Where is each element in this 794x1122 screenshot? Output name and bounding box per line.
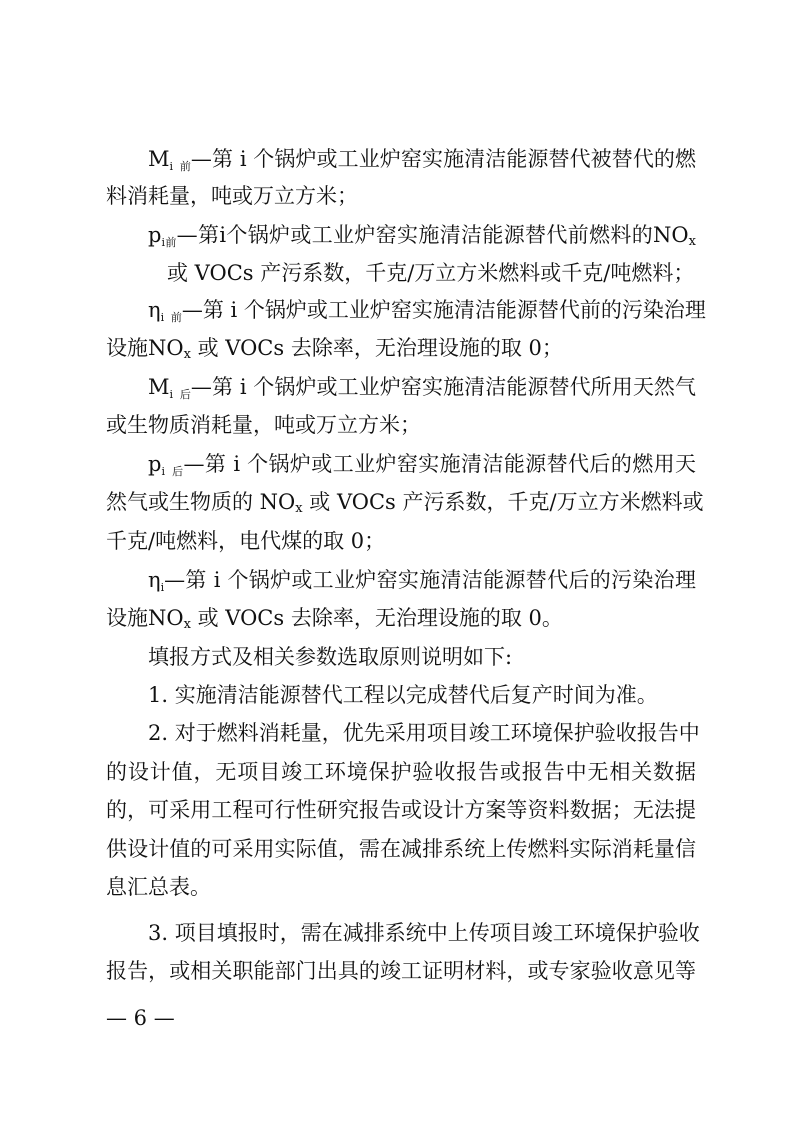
def-m-after-line1	[148, 372, 696, 402]
text-part: 或 VOCs 产污系数，千克/万立方米燃料或	[302, 490, 704, 514]
rule-2-line: 的设计值，无项目竣工环境保护验收报告或报告中无相关数据	[106, 760, 696, 784]
symbol-eta: η	[148, 298, 161, 322]
definition-text: —第 i 个锅炉或工业炉窑实施清洁能源替代前的污染治理	[181, 298, 706, 322]
page-number: — 6 —	[106, 1006, 175, 1030]
subscript-i: i	[160, 581, 165, 594]
def-p-after-line3: 千克/吨燃料，电代煤的取 0；	[106, 529, 386, 553]
subscript-before: 前	[179, 160, 191, 173]
subscript-i: i	[160, 311, 165, 324]
def-eta-before-line1	[148, 295, 706, 325]
def-m-before-line1	[148, 144, 696, 174]
subscript-i: i	[161, 465, 165, 478]
symbol-m: M	[148, 375, 170, 399]
symbol-p: p	[148, 452, 162, 476]
rule-2-line: 2. 对于燃料消耗量，优先采用项目竣工环境保护验收报告中	[148, 721, 700, 745]
subscript-before: 前	[164, 236, 177, 249]
def-eta-after-line2	[106, 603, 696, 633]
rule-2-line: 的，可采用工程可行性研究报告或设计方案等资料数据；无法提	[106, 798, 696, 822]
def-m-before-line2: 料消耗量，吨或万立方米；	[106, 184, 358, 208]
subscript-i: i	[169, 160, 174, 173]
subscript-i: i	[169, 388, 174, 401]
symbol-p: p	[148, 223, 162, 247]
subscript-before: 前	[170, 311, 182, 324]
def-eta-before-line2	[106, 333, 696, 363]
subscript-x: x	[183, 617, 191, 632]
text-part: 设施NO	[106, 336, 184, 360]
definition-text: —第i个锅炉或工业炉窑实施清洁能源替代前燃料的NO	[176, 223, 689, 247]
subscript-x: x	[183, 347, 191, 362]
rule-2-line: 供设计值的可采用实际值，需在减排系统上传燃料实际消耗量信	[106, 837, 696, 861]
definition-text: —第 i 个锅炉或工业炉窑实施清洁能源替代被替代的燃	[190, 147, 696, 171]
subscript-after: 后	[179, 388, 191, 401]
subscript-after: 后	[172, 465, 184, 478]
definition-text: —第 i 个锅炉或工业炉窑实施清洁能源替代后的燃用天	[183, 452, 696, 476]
text-part: 或 VOCs 去除率，无治理设施的取 0。	[190, 606, 563, 630]
text-part: 设施NO	[106, 606, 184, 630]
symbol-m: M	[148, 147, 170, 171]
intro-paragraph: 填报方式及相关参数选取原则说明如下:	[148, 645, 513, 669]
def-p-before-line1	[148, 220, 696, 250]
def-eta-after-line1	[148, 565, 696, 595]
def-p-after-line2	[106, 487, 704, 517]
rule-1: 1. 实施清洁能源替代工程以完成替代后复产时间为准。	[148, 683, 658, 707]
subscript-i: i	[161, 236, 165, 249]
rule-2-line: 息汇总表。	[106, 875, 211, 899]
definition-text: —第 i 个锅炉或工业炉窑实施清洁能源替代后的污染治理	[164, 568, 696, 592]
rule-3-line: 3. 项目填报时，需在减排系统中上传项目竣工环境保护验收	[148, 921, 700, 945]
symbol-eta: η	[148, 568, 161, 592]
def-m-after-line2: 或生物质消耗量，吨或万立方米；	[106, 413, 421, 437]
subscript-x: x	[688, 234, 696, 249]
subscript-x: x	[295, 501, 303, 516]
def-p-before-line2: 或 VOCs 产污系数，千克/万立方米燃料或千克/吨燃料；	[167, 261, 695, 285]
text-part: 或 VOCs 去除率，无治理设施的取 0；	[190, 336, 563, 360]
definition-text: —第 i 个锅炉或工业炉窑实施清洁能源替代所用天然气	[190, 375, 696, 399]
rule-3-line: 报告，或相关职能部门出具的竣工证明材料，或专家验收意见等	[106, 959, 696, 983]
text-part: 然气或生物质的 NO	[106, 490, 296, 514]
def-p-after-line1	[148, 449, 696, 479]
